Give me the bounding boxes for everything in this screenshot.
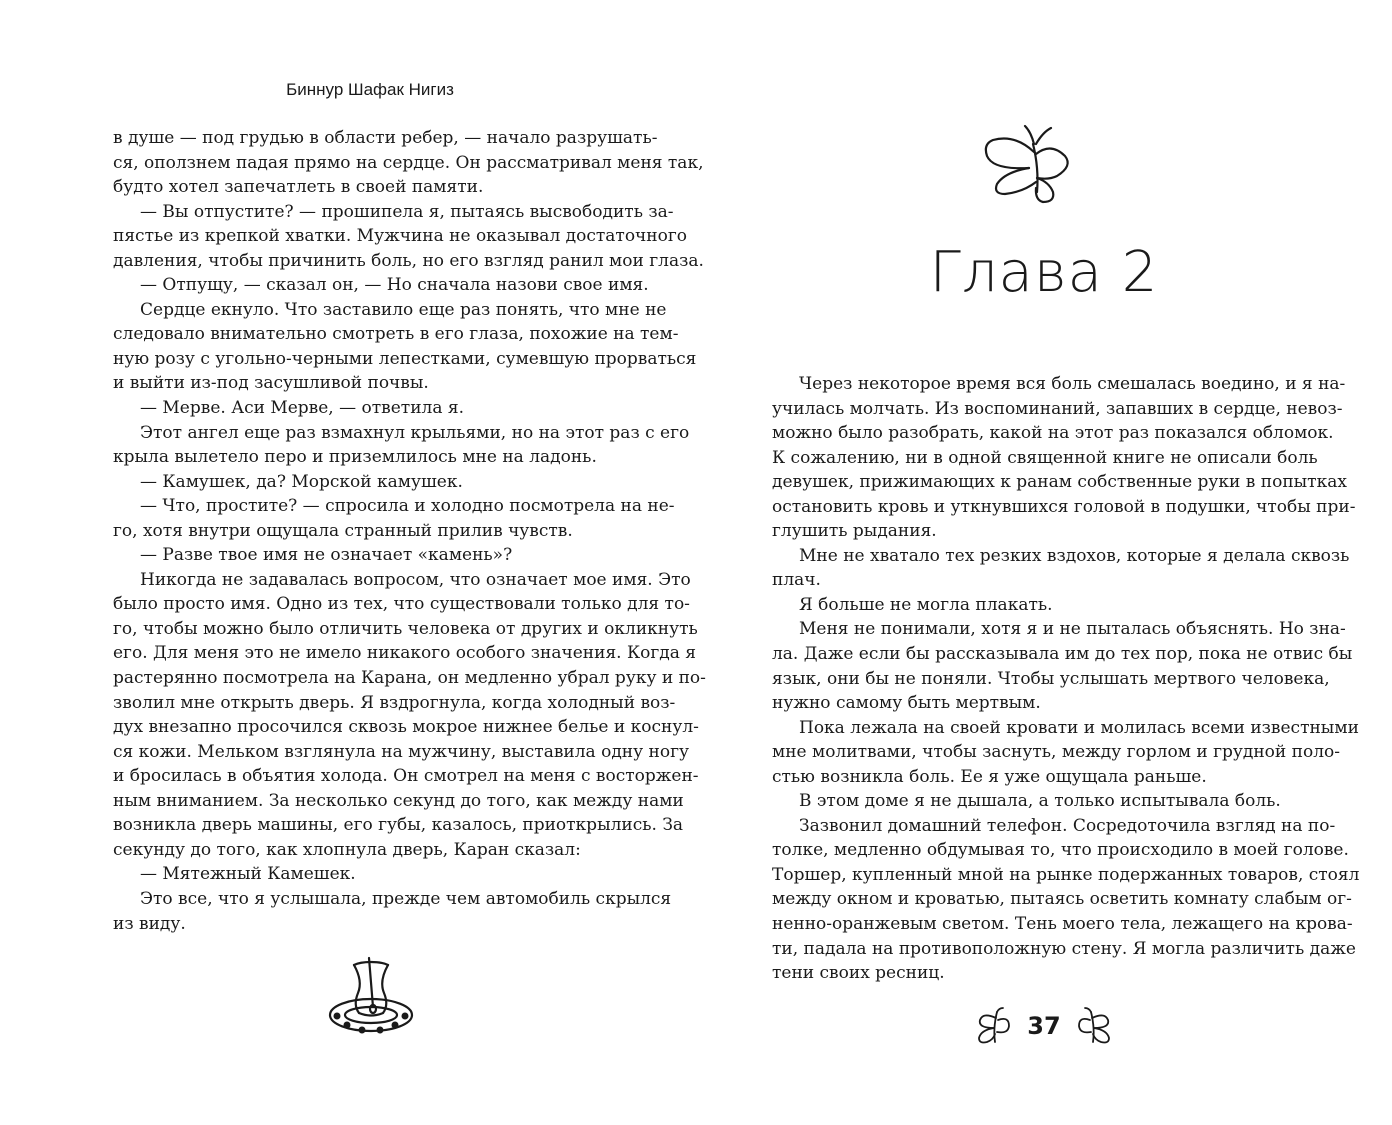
text-line: — Что, простите? — спросила и холодно посмотрела на не-: [140, 496, 675, 517]
text-line: — Разве твое имя не означает «камень»?: [140, 545, 513, 566]
page-footer: [696, 1006, 1392, 1046]
text-line: будто хотел запечатлеть в своей памяти.: [113, 177, 484, 198]
small-butterfly-icon: [1075, 1006, 1113, 1046]
small-butterfly-icon: [975, 1006, 1013, 1046]
text-line: В этом доме я не дышала, а только испытывала боль.: [799, 791, 1281, 812]
text-line: растерянно посмотрела на Карана, он медленно убрал руку и по-: [113, 668, 706, 689]
text-line: из виду.: [113, 913, 186, 934]
text-line: зволил мне открыть дверь. Я вздрогнула, когда холодный воз-: [113, 692, 676, 713]
right-page-text: [772, 372, 1360, 986]
text-line: его. Для меня это не имело никакого особого значения. Когда я: [113, 643, 697, 664]
text-line: Через некоторое время вся боль смешалась воедино, и я на-: [799, 374, 1346, 394]
text-line: ся, оползнем падая прямо на сердце. Он рассматривал меня так,: [113, 152, 704, 173]
text-line: Пока лежала на своей кровати и молилась всеми известными: [799, 717, 1359, 738]
text-line: Сердце екнуло. Что заставило еще раз понять, что мне не: [140, 299, 667, 320]
text-line: можно было разобрать, какой на этот раз показался обломок.: [772, 423, 1334, 444]
text-line: глушить рыдания.: [772, 521, 937, 542]
running-head: Биннур Шафак Нигиз: [286, 80, 454, 99]
text-line: стью возникла боль. Ее я уже ощущала раньше.: [772, 766, 1207, 787]
text-line: — Отпущу, — сказал он, — Но сначала назови свое имя.: [140, 275, 649, 296]
text-line: ти, падала на противоположную стену. Я могла различить даже: [772, 938, 1356, 959]
text-line: Это все, что я услышала, прежде чем автомобиль скрылся: [140, 888, 672, 909]
text-line: — Мятежный Камешек.: [140, 864, 356, 885]
text-line: Этот ангел еще раз взмахнул крыльями, но на этот раз с его: [140, 422, 690, 443]
text-line: было просто имя. Одно из тех, что существовали только для то-: [113, 594, 690, 615]
text-line: Никогда не задавалась вопросом, что означает мое имя. Это: [140, 569, 691, 590]
text-line: между окном и кроватью, пытаясь осветить комнату слабым ог-: [772, 889, 1352, 910]
text-line: и выйти из-под засушливой почвы.: [113, 373, 429, 394]
text-line: плач.: [772, 570, 821, 591]
text-line: ла. Даже если бы рассказывала им до тех пор, пока не отвис бы: [772, 644, 1353, 665]
text-line: давления, чтобы причинить боль, но его взгляд ранил мои глаза.: [113, 250, 704, 271]
text-line: толке, медленно обдумывая то, что происходило в моей голове.: [772, 840, 1349, 861]
text-line: и бросилась в объятия холода. Он смотрел на меня с восторжен-: [113, 766, 699, 787]
text-line: ную розу с угольно-черными лепестками, сумевшую прорваться: [113, 348, 697, 369]
tea-glass-icon: [323, 955, 419, 1047]
text-line: дух внезапно просочился сквозь мокрое нижнее белье и коснул-: [113, 717, 699, 738]
right-page: [696, 0, 1392, 1125]
text-line: Зазвонил домашний телефон. Сосредоточила взгляд на по-: [799, 815, 1336, 836]
butterfly-icon: [979, 122, 1089, 210]
text-line: крыла вылетело перо и приземлилось мне на ладонь.: [113, 447, 597, 468]
text-line: — Мерве. Аси Мерве, — ответила я.: [140, 398, 464, 419]
text-line: девушек, прижимающих к ранам собственные руки в попытках: [772, 472, 1347, 493]
text-line: тени своих ресниц.: [772, 963, 945, 984]
text-line: в душе — под грудью в области ребер, — начало разрушать-: [113, 128, 658, 148]
text-line: К сожалению, ни в одной священной книге не описали боль: [772, 447, 1318, 468]
text-line: — Камушек, да? Морской камушек.: [140, 471, 463, 492]
chapter-title: Глава 2: [929, 240, 1159, 305]
left-page-text: [113, 126, 706, 936]
text-line: ным вниманием. За несколько секунд до того, как между нами: [113, 790, 684, 811]
text-line: возникла дверь машины, его губы, казалось, приоткрылись. За: [113, 815, 684, 836]
text-line: следовало внимательно смотреть в его глаза, похожие на тем-: [113, 324, 679, 345]
text-line: остановить кровь и уткнувшихся головой в подушки, чтобы при-: [772, 496, 1356, 517]
text-line: пястье из крепкой хватки. Мужчина не оказывал достаточного: [113, 226, 687, 247]
text-line: го, чтобы можно было отличить человека от других и окликнуть: [113, 618, 698, 639]
text-line: Мне не хватало тех резких вздохов, которые я делала сквозь: [799, 545, 1350, 566]
text-line: нужно самому быть мертвым.: [772, 693, 1041, 714]
text-line: язык, они бы не поняли. Чтобы услышать мертвого человека,: [772, 668, 1330, 689]
text-line: ся кожи. Мельком взглянула на мужчину, выставила одну ногу: [113, 741, 689, 762]
text-line: Я больше не могла плакать.: [799, 594, 1053, 615]
page-number: 37: [1027, 1012, 1061, 1040]
text-line: ненно-оранжевым светом. Тень моего тела, лежащего на крова-: [772, 914, 1353, 935]
text-line: секунду до того, как хлопнула дверь, Каран сказал:: [113, 839, 581, 860]
text-line: мне молитвами, чтобы заснуть, между горлом и грудной поло-: [772, 742, 1340, 763]
text-line: го, хотя внутри ощущала странный прилив чувств.: [113, 520, 573, 541]
text-line: — Вы отпустите? — прошипела я, пытаясь высвободить за-: [140, 201, 674, 222]
text-line: Меня не понимали, хотя я и не пыталась объяснять. Но зна-: [799, 619, 1346, 640]
text-line: Торшер, купленный мной на рынке подержанных товаров, стоял: [772, 864, 1360, 885]
text-line: училась молчать. Из воспоминаний, запавших в сердце, невоз-: [772, 398, 1343, 419]
